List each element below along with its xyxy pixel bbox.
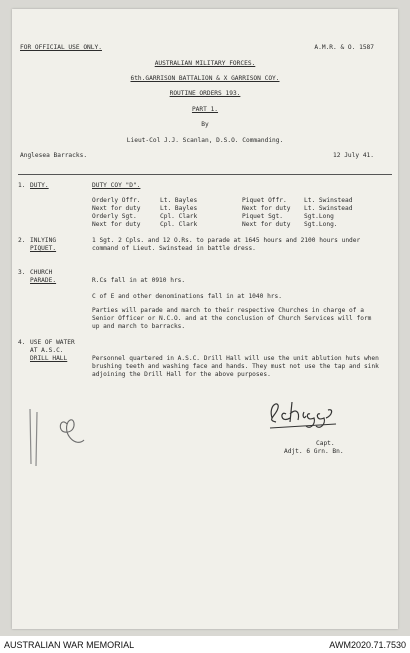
water-use-text: Personnel quartered in A.S.C. Drill Hall will use the unit ablution huts when brushing teeth and washing face and hands. They must not use the tap and sink adjoining the Drill Hall for the above purposes. <box>92 355 379 378</box>
duty-role: Next for duty <box>242 221 291 228</box>
duty-name: Lt. Swinstead <box>304 205 353 212</box>
duty-company-heading: DUTY COY "D". <box>92 182 141 189</box>
section-3-title: CHURCH <box>30 269 53 276</box>
org-title: AUSTRALIAN MILITARY FORCES. <box>154 60 256 67</box>
section-4-title: USE OF WATER <box>30 339 75 346</box>
duty-role: Piquet Offr. <box>242 197 287 204</box>
duty-role: Next for duty <box>92 205 141 212</box>
document-page <box>12 9 398 629</box>
signatory-rank: Capt. <box>316 440 335 447</box>
section-1-number: 1. <box>18 182 26 189</box>
duty-role: Next for duty <box>92 221 141 228</box>
commander-line: Lieut-Col J.J. Scanlan, D.S.O. Commanding. <box>126 137 284 144</box>
duty-name: Sgt.Long <box>304 213 334 220</box>
orders-title: ROUTINE ORDERS 193. <box>169 90 241 97</box>
divider <box>18 174 392 175</box>
duty-name: Lt. Bayles <box>160 197 198 204</box>
official-use-label: FOR OFFICIAL USE ONLY. <box>20 44 102 51</box>
inlying-piquet-text: 1 Sgt. 2 Cpls. and 12 O.Rs. to parade at 1645 hours and 2100 hours under command of Lieut. Swinstead in battle dress. <box>92 237 361 252</box>
order-date: 12 July 41. <box>333 152 374 159</box>
duty-name: Cpl. Clark <box>160 221 198 228</box>
church-rc-text: R.Cs fall in at 0910 hrs. <box>92 277 186 284</box>
section-3-number: 3. <box>18 269 26 276</box>
reference-number: A.M.R. & O. 1587 <box>314 44 374 51</box>
section-4-title-2: AT A.S.C. <box>30 347 64 354</box>
duty-name: Sgt.Long. <box>304 221 338 228</box>
part-title: PART 1. <box>191 106 219 113</box>
duty-name: Cpl. Clark <box>160 213 198 220</box>
location: Anglesea Barracks. <box>20 152 88 159</box>
section-4-title-3: DRILL HALL <box>30 355 68 362</box>
unit-title: 6th.GARRISON BATTALION & X GARRISON COY. <box>130 75 280 82</box>
signatory-title: Adjt. 6 Grn. Bn. <box>284 448 344 455</box>
section-3-title-2: PARADE. <box>30 277 57 284</box>
handwritten-signature <box>262 394 342 434</box>
archive-name: AUSTRALIAN WAR MEMORIAL <box>4 640 135 650</box>
section-2-number: 2. <box>18 237 26 244</box>
duty-role: Orderly Sgt. <box>92 213 137 220</box>
section-2-title: INLYING <box>30 237 57 244</box>
section-1-title: DUTY. <box>30 182 49 189</box>
duty-role: Next for duty <box>242 205 291 212</box>
archive-reference: AWM2020.71.7530 <box>329 640 406 650</box>
church-parties-text: Parties will parade and march to their respective Churches in charge of a Senior Officer or N.C.O. and at the conclusion of Church Services will form up and march to barracks. <box>92 307 372 330</box>
margin-scribble-mark <box>22 404 92 474</box>
section-4-number: 4. <box>18 339 26 346</box>
archive-footer <box>0 636 410 653</box>
church-cofe-text: C of E and other denominations fall in at 1040 hrs. <box>92 293 282 300</box>
section-2-title-2: PIQUET. <box>30 245 57 252</box>
duty-name: Lt. Bayles <box>160 205 198 212</box>
duty-name: Lt. Swinstead <box>304 197 353 204</box>
by-label: By <box>201 121 209 128</box>
duty-role: Orderly Offr. <box>92 197 141 204</box>
duty-role: Piquet Sgt. <box>242 213 283 220</box>
